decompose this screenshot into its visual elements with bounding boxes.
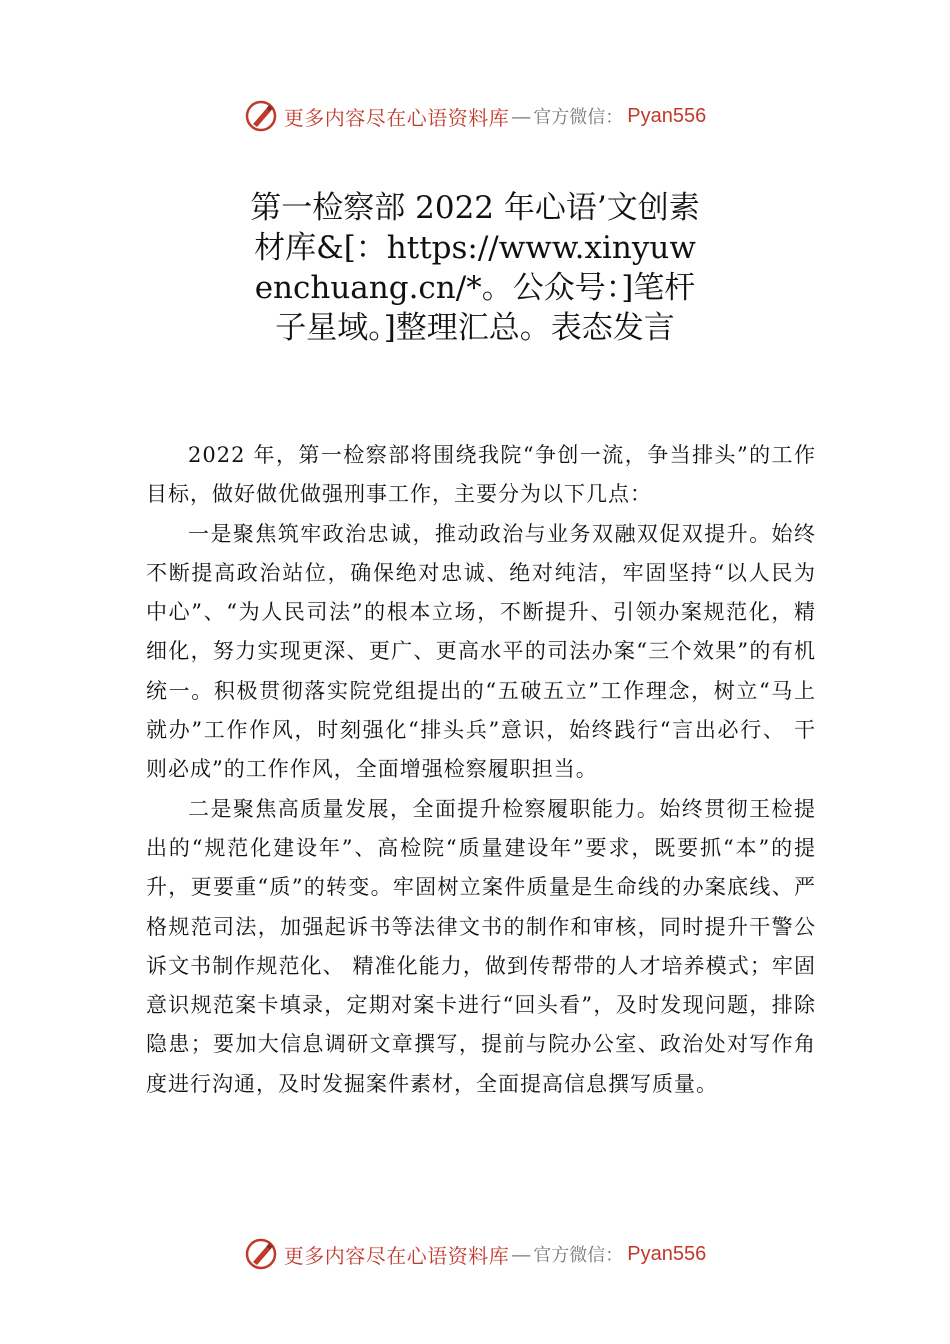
header-brand-text: 更多内容尽在心语资料库 — [283, 105, 510, 130]
footer-banner — [0, 1234, 950, 1274]
header-dash: — — [511, 104, 532, 128]
header-wechat-id: Pyan556 — [627, 104, 707, 127]
document-title: 第一检察部 2022 年心语’文创素材库&[：https://www.xinyuwenchuang.cn/*。公众号：]笔杆子星域。]整理汇总。表态发言 — [250, 190, 700, 346]
footer-wechat-label: 官方微信： — [533, 1245, 624, 1266]
footer-wechat-id: Pyan556 — [627, 1242, 707, 1265]
footer-brand-text: 更多内容尽在心语资料库 — [283, 1243, 510, 1268]
document-body — [146, 436, 816, 1104]
paragraph-point-two: 二是聚焦高质量发展，全面提升检察履职能力。始终贯彻王检提出的“规范化建设年”、高检院“质量建设年”要求，既要抓“本”的提升，更要重“质”的转变。牢固树立案件质量是生命线的办案底线、严格规范司法，加强起诉书等法律文书的制作和审核，同时提升干警公诉文书制作规范化、 精准化能力，做到传帮带的人才培养模式；牢固意识规范案卡填录，定期对案卡进行“回头看”，及时发现问题，排除隐患；要加大信息调研文章撰写，提前与院办公室、政治处对写作角度进行沟通，及时发掘案件素材，全面提高信息撰写质量。 — [146, 796, 816, 1096]
pen-logo-icon — [244, 99, 278, 133]
paragraph-intro: 2022 年，第一检察部将围绕我院“争创一流，争当排头”的工作目标，做好做优做强刑事工作，主要分为以下几点： — [146, 443, 816, 507]
footer-dash: — — [511, 1242, 532, 1266]
pen-logo-icon — [244, 1237, 278, 1271]
header-banner — [0, 96, 950, 136]
paragraph-point-one: 一是聚焦筑牢政治忠诚，推动政治与业务双融双促双提升。始终不断提高政治站位，确保绝对忠诚、绝对纯洁，牢固坚持“以人民为中心”、“为人民司法”的根本立场，不断提升、引领办案规范化，精细化，努力实现更深、更广、更高水平的司法办案“三个效果”的有机统一。积极贯彻落实院党组提出的“五破五立”工作理念，树立“马上就办”工作作风，时刻强化“排头兵”意识，始终践行“言出必行、 干则必成”的工作作风，全面增强检察履职担当。 — [146, 521, 816, 782]
header-wechat-label: 官方微信： — [533, 107, 624, 128]
